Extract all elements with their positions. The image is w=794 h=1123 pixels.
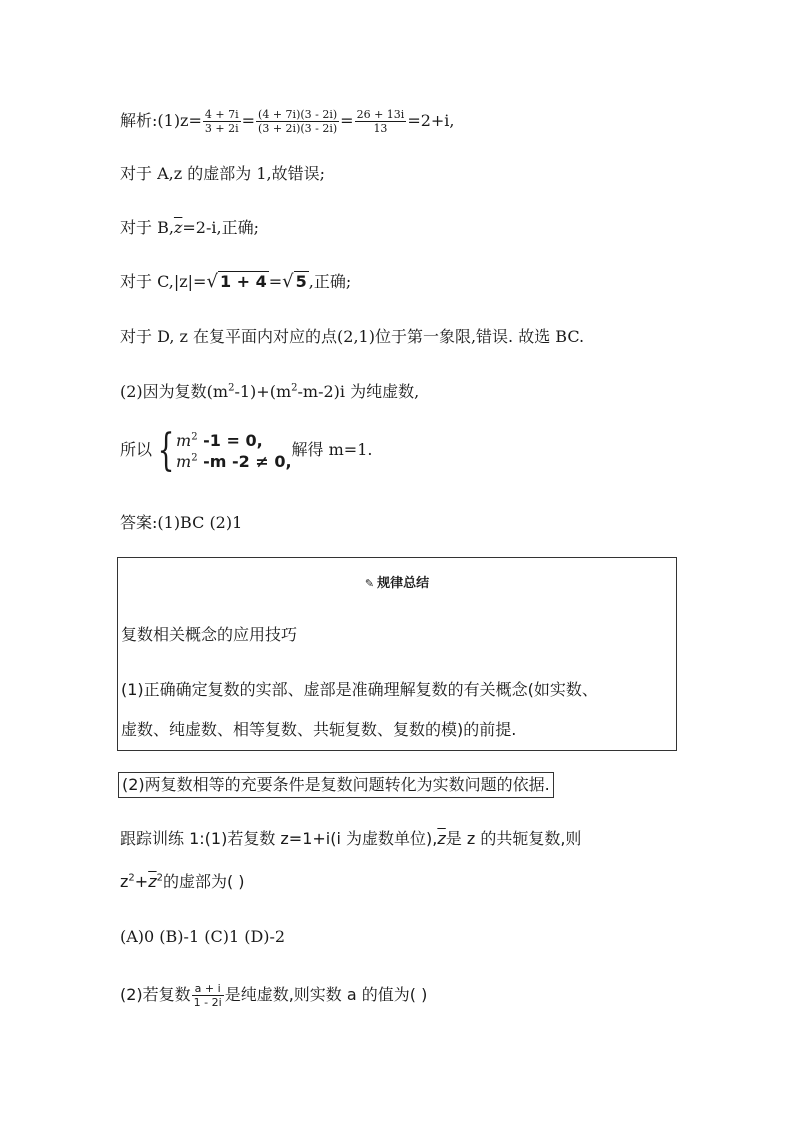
conjugate-z: $\overline{z}$ bbox=[437, 829, 446, 848]
sqrt-1: √ 1 + 4 bbox=[206, 271, 267, 292]
exercise-options: (A)0 (B)-1 (C)1 (D)-2 bbox=[120, 927, 286, 946]
summary-point-2: (2)两复数相等的充要条件是复数问题转化为实数问题的依据. bbox=[118, 772, 554, 798]
solution-line-b: 对于 $B,\overline{z}=2-i$,正确; bbox=[120, 218, 259, 237]
solution-line-1: 解析:(1)z= $\frac{4 + 7i}{3 + 2i}$ = $\frac{(4 + 7i)(3 - 2i)}{(3 + 2i)(3 - 2i)}$ = $\frac{26 + 13i}{13}$ =2+i, bbox=[120, 108, 455, 135]
exercise-line-3: (2)若复数 $\frac{a + i}{1 - 2i}$ 是纯虚数,则实数 a 的值为( ) bbox=[120, 982, 428, 1009]
summary-point-1b: 虚数、纯虚数、相等复数、共轭复数、复数的模)的前提. bbox=[121, 720, 517, 739]
fraction-1: $\frac{4 + 7i}{3 + 2i}$ bbox=[204, 108, 239, 135]
exercise-line-1: 跟踪训练 1:(1)若复数 z=1+i(i 为虚数单位)$,\overline{z}$是 z 的共轭复数,则 bbox=[120, 829, 582, 848]
equation-system: { $m^2$ -1 = 0, $m^2$ -m -2 ≠ 0, bbox=[157, 424, 292, 476]
fraction-4: $\frac{a + i}{1 - 2i}$ bbox=[193, 982, 222, 1009]
solution-line-c: 对于 C,|z|=√ 1 + 4 =√ 5 ,正确; bbox=[120, 271, 352, 292]
solution-line-d: 对于 D, z 在复平面内对应的点(2,1)位于第一象限,错误. 故选 BC. bbox=[120, 327, 585, 346]
answer-line: 答案:(1)BC (2)1 bbox=[120, 513, 243, 532]
summary-title: 复数相关概念的应用技巧 bbox=[121, 625, 298, 644]
summary-heading: ✎ 规律总结 bbox=[364, 576, 430, 591]
summary-point-1a: (1)正确确定复数的实部、虚部是准确理解复数的有关概念(如实数、 bbox=[121, 680, 598, 699]
solution-part-2: (2)因为复数$(m^2-1)+(m^2-m-2)i$ 为纯虚数, bbox=[120, 382, 420, 401]
sqrt-2: √ 5 bbox=[282, 271, 307, 292]
conjugate-z: $\overline{z}$ bbox=[173, 218, 183, 237]
exercise-line-2: $z^2+\overline{z}^2$的虚部为( ) bbox=[120, 872, 245, 891]
fraction-3: $\frac{26 + 13i}{13}$ bbox=[356, 108, 405, 135]
summary-box bbox=[117, 557, 677, 751]
conjugate-z: $\overline{z}$ bbox=[148, 872, 157, 891]
equation-system-line: 所以 { $m^2$ -1 = 0, $m^2$ -m -2 ≠ 0, 解得 m=1. bbox=[120, 424, 373, 476]
solution-line-a: 对于 A,z 的虚部为 1,故错误; bbox=[120, 164, 325, 183]
fraction-2: $\frac{(4 + 7i)(3 - 2i)}{(3 + 2i)(3 - 2i)}$ bbox=[258, 108, 338, 135]
pen-icon: ✎ bbox=[364, 577, 375, 590]
